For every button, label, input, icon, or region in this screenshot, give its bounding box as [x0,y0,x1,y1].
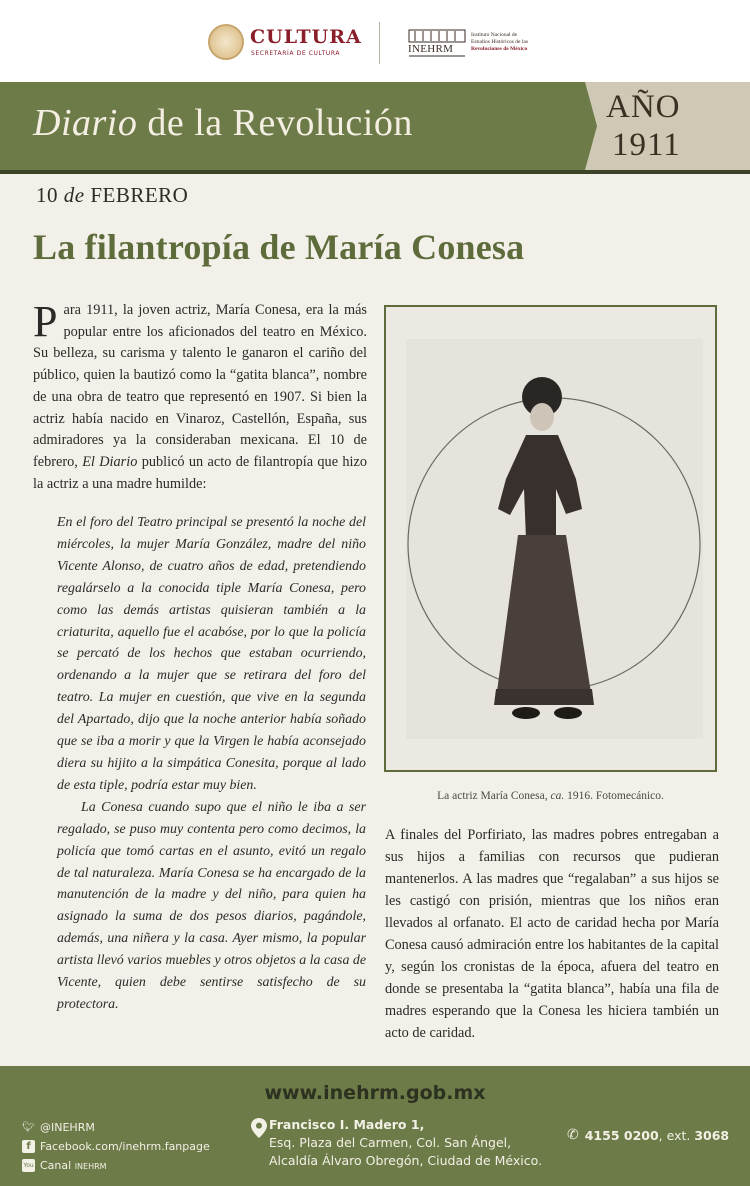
website-link[interactable]: www.inehrm.gob.mx [264,1082,486,1104]
mexico-seal-icon [208,24,244,60]
year-label: AÑO [606,89,681,125]
header-logos [0,0,750,82]
address-line-1: Francisco I. Madero 1, [269,1117,425,1132]
article-date: 10 de FEBRERO [36,183,189,207]
publication-title: Diario de la Revolución [33,102,413,144]
inehrm-logo-subtitle: Instituto Nacional de Estudios Históricos de las Revoluciones de México [471,32,528,52]
cultura-logo-text: CULTURA [250,26,362,48]
facebook-link[interactable]: f Facebook.com/inehrm.fanpage [22,1137,210,1156]
twitter-link[interactable]: 🐦︎ @INEHRM [22,1121,95,1134]
article-headline: La filantropía de María Conesa [33,227,525,267]
phone-icon: ✆ [567,1127,579,1143]
social-links [22,1118,210,1182]
closing-paragraph: A finales del Porfiriato, las madres pobres entregaban a sus hijos a familias con recursos que pudieran mantenerlos. A las madres que “regalaban” a sus hijos se les castigó con prisión, mientras que los niños eran llevados al orfanato. El acto de caridad hecha por María Conesa causó admiración entre los habitantes de la capital y, según los cronistas de la época, afuera del teatro en donde se presentaba la “gatita blanca”, había una fila de madres esperando que la Conesa les hiciera también un acto de caridad. [385,827,719,1041]
youtube-link[interactable]: You Tube Canal INEHRM [22,1158,107,1182]
photo-frame [384,305,717,772]
year-value: 1911 [612,127,681,163]
facebook-icon: f [22,1140,35,1153]
quote-paragraph-2: La Conesa cuando supo que el niño le iba a ser regalado, se puso muy contenta pero como decimos, la policía que tomó cartas en el asunto, evitó un regalo de tal naturaleza. María Conesa se ha encargado de la manutención de la madre y del niño, para quien ha asignado la suma de dos pesos diarios, pagándole, además, una niñera y la casa. Ayer mismo, la popular artista llevó varios muebles y otros objetos a la casa de Vicente, quien debe sentirse satisfecho de su protectora. [57,799,366,1012]
cultura-logo-subtitle: SECRETARÍA DE CULTURA [251,50,341,57]
quote-paragraph-1: En el foro del Teatro principal se presentó la noche del miércoles, la mujer María González, madre del niño Vicente Alonso, de cuatro años de edad, pretendiendo regalárselo a la conocida tiple María Conesa, pero como las demás artistas quisieran también a la criaturita, aquello fue el acabóse, por lo que la policía se percató de los hechos que estaban ocurriendo, ordenando a la mujer que se retirara del foro del teatro. La mujer en cuestión, que vive en la segunda del Apartado, dijo que la noche anterior había soñado que se iba a morir y que la Virgen le había aconsejado diera su hijito a la simpática Conesita, porque al lado de esta tiple, podría estar muy bien. [57,515,366,793]
newspaper-quote [57,512,366,1016]
address-line-3: Alcaldía Álvaro Obregón, Ciudad de México. [269,1153,543,1168]
intro-paragraph: Para 1911, la joven actriz, María Conesa, era la más popular entre los aficionados del teatro en México. Su belleza, su carisma y talento le ganaron el cariño del público, quien la bautizó como la “gatita blanca”, nombre de una obra de teatro que representó en 1907. Si bien la actriz había nacido en Vinaroz, Castellón, España, sus admiradores ya la consideraban mexicana. El 10 de febrero, El Diario publicó un acto de filantropía que hizo la actriz a una madre humilde: [33,297,367,492]
logo-divider [379,22,380,64]
maria-conesa-photo [406,339,703,739]
address-block [251,1116,571,1170]
banner-underline [0,170,750,174]
location-pin-icon [251,1118,267,1138]
photo-caption: La actriz María Conesa, ca. 1916. Fotomecánico. [437,790,664,802]
youtube-icon: You Tube [22,1159,35,1172]
drop-cap: P [33,297,58,346]
inehrm-logo-text: INEHRM [408,43,454,55]
twitter-icon: 🐦︎ [22,1122,35,1133]
address-line-2: Esq. Plaza del Carmen, Col. San Ángel, [269,1135,512,1150]
year-box-notch [585,82,597,170]
phone-contact[interactable]: ✆ 4155 0200, ext. 3068 [567,1127,730,1143]
